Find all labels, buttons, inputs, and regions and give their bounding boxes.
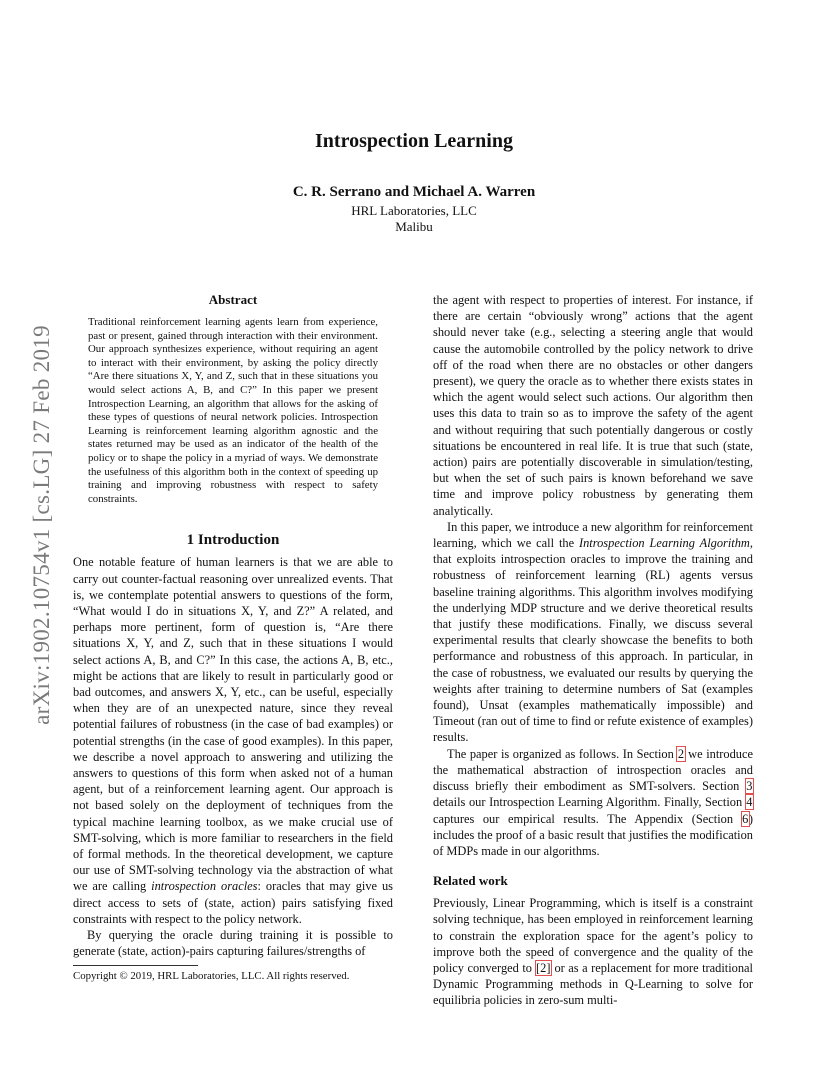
- right-p2-text: In this paper, we introduce a new algorithm for reinforcement learning, which we call the: [433, 519, 753, 551]
- section-4-link[interactable]: 4: [746, 795, 753, 810]
- right-paragraph-1: the agent with respect to properties of interest. For instance, if there are certain “obviously wrong” actions that the agent should never take (e.g., selecting a steering angle that would cause the automobile controlled by the policy network to drive off of the road when there are no obstacles or other dangers present), we query the oracle as to whether there exists states in which the agent would select such actions. Our algorithm then uses this data to train so as to improve the safety of the agent and without requiring that such potentially dangerous or costly situations be encountered in real life. It is true that such (state, action) pairs are potentially discoverable in simulation/testing, but when the set of such pairs is known beforehand we save time and improve policy robustness by generating them analytically.: [433, 293, 753, 518]
- abstract-heading: Abstract: [208, 292, 258, 307]
- right-p3-text-b: we introduce the mathematical abstraction of introspection oracles and discuss briefly their embodiment as SMT-solvers. Section: [433, 746, 753, 794]
- right-paragraph-2: [433, 519, 753, 746]
- right-p2-emphasis: Introspection Learning Algorithm: [578, 536, 750, 551]
- abstract-text: Traditional reinforcement learning agents learn from experience, past or present, gained through interaction with their environment. Our approach synthesizes experience, without requiring an agent to interact with their environment, by asking the policy directly “Are there situations X, Y, and Z, such that in these situations you would select actions A, B, and C?” In this paper we present Introspection Learning, an algorithm that allows for the asking of these types of questions of neural network policies. Introspection Learning is reinforcement learning algorithm agnostic and the states returned may be used as an indicator of the health of the policy or to shape the policy in a myriad of ways. We demonstrate the usefulness of this algorithm both in the context of speeding up training and improving robustness with respect to safety constraints.: [88, 316, 378, 505]
- copyright-footnote: Copyright © 2019, HRL Laboratories, LLC. All rights reserved.: [73, 970, 350, 983]
- right-paragraph-3: [433, 746, 753, 859]
- right-p3-text-c: details our Introspection Learning Algorithm. Finally, Section: [433, 795, 746, 810]
- section-6-link[interactable]: 6: [742, 811, 749, 826]
- section-heading-introduction: 1 Introduction: [186, 532, 280, 549]
- footnote-rule: [73, 965, 198, 966]
- intro-p1-emphasis: introspection oracles: [151, 879, 258, 894]
- left-column: [73, 292, 393, 983]
- arxiv-stamp: [22, 290, 62, 760]
- related-work-paragraph: [433, 895, 753, 1008]
- intro-p1-text: One notable feature of human learners is that we are able to carry out counter-factual reasoning over unrealized events. That is, we contemplate potential answers to questions of the form, “What would I do in situations X, Y, and Z?” A related, and perhaps more pertinent, form of question is, “Are there situations X, Y, and Z, such that in these situations I would select actions A, B, and C?” In this case, the actions A, B, etc., might be actions that are likely to result in particularly good or bad outcomes, and answers X, Y, etc., can be useful, especially when they are of an unexpected nature, since they reveal potential failures of robustness (in the case of bad examples) or potential strengths (in the case of good examples). In this paper, we describe a novel approach to answering and utilizing the answers to questions of this form when asked not of a human agent, but of a reinforcement learning agent. Our approach is not based solely on the deployment of techniques from the typical machine learning toolbox, as we make crucial use of SMT-solving, which is more familiar to researchers in the field of formal methods. In the theoretical development, we capture our use of SMT-solving technology via the abstraction of what we are calling: [73, 555, 393, 894]
- related-work-heading: Related work: [433, 873, 508, 889]
- paper-title: Introspection Learning: [315, 130, 513, 152]
- right-p3-text-e: ) includes the proof of a basic result that justifies the modification of MDPs made in our algorithms.: [433, 811, 753, 858]
- section-2-link[interactable]: 2: [677, 746, 685, 761]
- right-p2-end: , that exploits introspection oracles to improve the training and robustness of reinforcement learning (RL) agents versus baseline training algorithms. This algorithm involves modifying the underlying MDP structure and we derive theoretical results that justify these modifications. Finally, we discuss several experimental results that clearly showcase the benefits to both performance and robustness of this approach. In particular, in the case of robustness, we evaluated our results by querying the weights after training to determine numbers of Sat (examples found), Unsat (examples mathematically impossible) and Timeout (ran out of time to find or refute existence of examples) results.: [433, 536, 753, 745]
- intro-paragraph-1: [73, 554, 393, 927]
- right-p3-text-a: The paper is organized as follows. In Section: [447, 746, 678, 761]
- right-p3-text-d: captures our empirical results. The Appendix (Section: [433, 811, 742, 826]
- related-work-text-a: Previously, Linear Programming, which is itself is a constraint solving technique, has been employed in reinforcement learning to constrain the exploration space for the agent’s policy to improve both the speed of convergence and the quality of the policy converged to: [433, 896, 753, 975]
- section-3-link[interactable]: 3: [746, 779, 753, 794]
- citation-2-link[interactable]: [2]: [536, 960, 551, 975]
- affiliation: HRL Laboratories, LLC: [351, 203, 477, 218]
- intro-paragraph-2: By querying the oracle during training it is possible to generate (state, action)-pairs capturing failures/strengths of: [73, 927, 393, 959]
- related-work-text-b: or as a replacement for more traditional Dynamic Programming methods in Q-Learning to solve for equilibria policies in zero-sum multi-: [433, 960, 753, 1008]
- location: Malibu: [395, 219, 433, 234]
- intro-p1-end: : oracles that may give us direct access to sets of (state, action) pairs satisfying fixed constraints with respect to the policy network.: [73, 879, 393, 926]
- right-column: [433, 292, 753, 1009]
- authors: C. R. Serrano and Michael A. Warren: [292, 184, 536, 200]
- arxiv-id: arXiv:1902.10754v1 [cs.LG] 27 Feb 2019: [29, 325, 55, 725]
